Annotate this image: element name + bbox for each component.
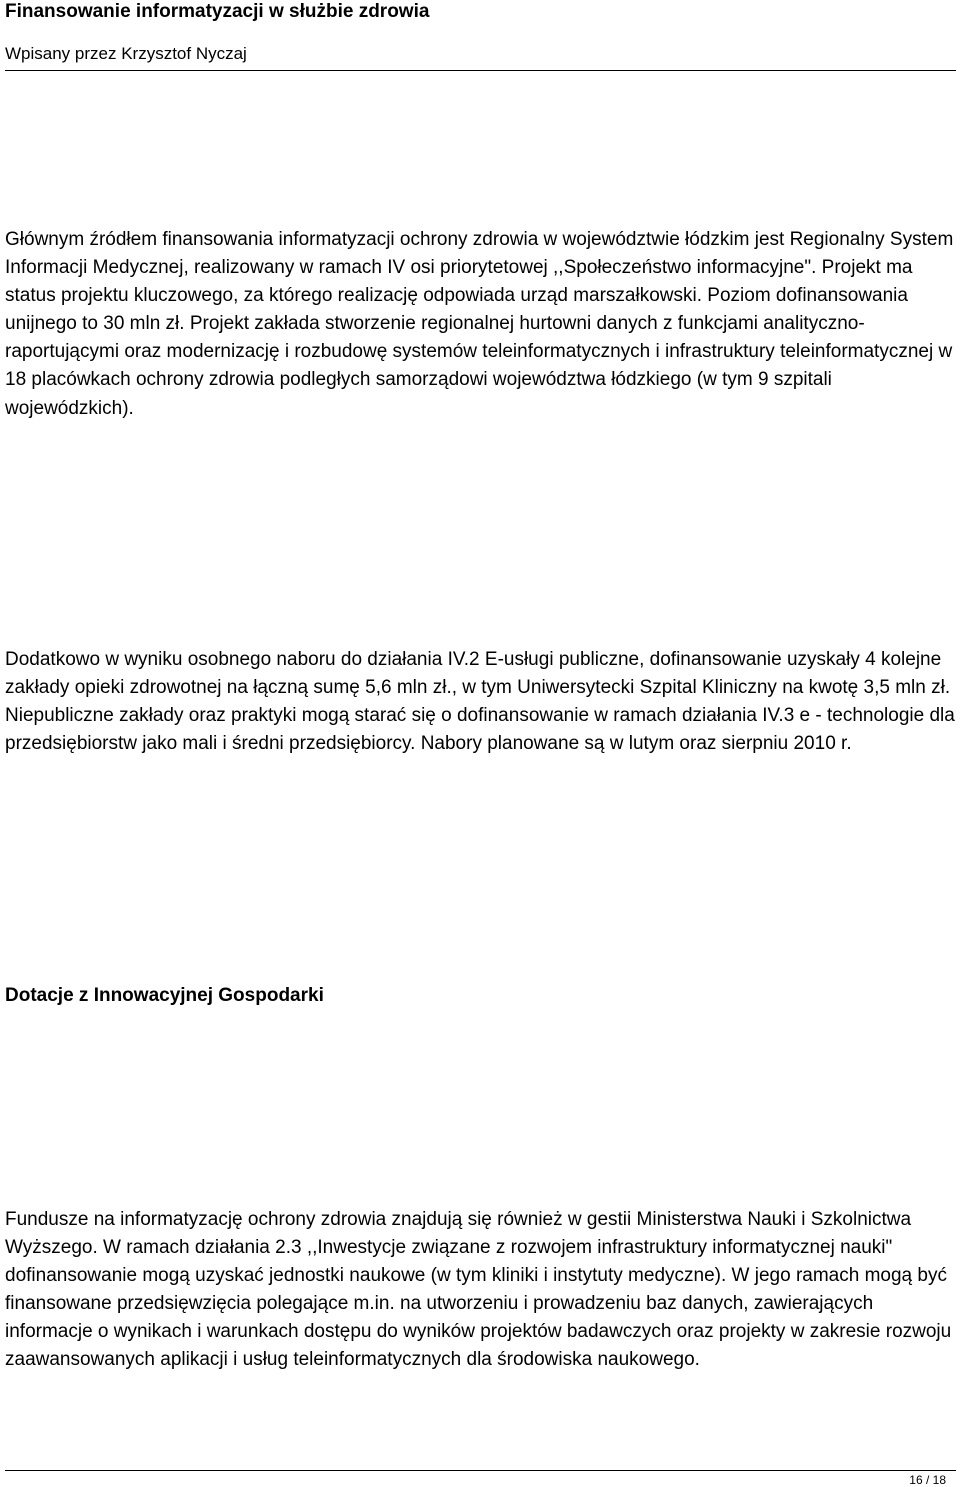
header-divider — [5, 70, 956, 71]
footer-divider — [5, 1470, 956, 1471]
page-title: Finansowanie informatyzacji w służbie zdrowia — [5, 1, 430, 22]
paragraph-rsim: Głównym źródłem finansowania informatyzacji ochrony zdrowia w województwie łódzkim jest Regionalny System Informacji Medycznej, realizowany w ramach IV osi priorytetowej ,,Społeczeństwo informacyjne". Projekt ma status projektu kluczowego, za którego realizację odpowiada urząd marszałkowski. Poziom dofinansowania unijnego to 30 mln zł. Projekt zakłada stworzenie regionalnej hurtowni danych z funkcjami analityczno-raportującymi oraz modernizację i rozbudowę systemów teleinformatycznych i infrastruktury teleinformatycznej w 18 placówkach ochrony zdrowia podległych samorządowi województwa łódzkiego (w tym 9 szpitali wojewódzkich). — [5, 229, 954, 419]
section-heading-innowacyjna-gospodarka: Dotacje z Innowacyjnej Gospodarki — [5, 985, 324, 1006]
paragraph-e-uslugi: Dodatkowo w wyniku osobnego naboru do działania IV.2 E-usługi publiczne, dofinansowanie uzyskały 4 kolejne zakłady opieki zdrowotnej na łączną sumę 5,6 mln zł., w tym Uniwersytecki Szpital Kliniczny na kwotę 3,5 mln zł. Niepubliczne zakłady oraz praktyki mogą starać się o dofinansowanie w ramach działania IV.3 e - technologie dla przedsiębiorstw jako mali i średni przedsiębiorcy. Nabory planowane są w lutym oraz sierpniu 2010 r. — [5, 649, 955, 755]
page-number: 16 / 18 — [909, 1473, 946, 1487]
paragraph-mnisw: Fundusze na informatyzację ochrony zdrowia znajdują się również w gestii Ministerstwa Nauki i Szkolnictwa Wyższego. W ramach działania 2.3 ,,Inwestycje związane z rozwojem infrastruktury informatycznej nauki" dofinansowanie mogą uzyskać jednostki naukowe (w tym kliniki i instytuty medyczne). W jego ramach mogą być finansowane przedsięwzięcia polegające m.in. na utworzeniu i prowadzeniu baz danych, zawierających informacje o wynikach i warunkach dostępu do wyników projektów badawczych oraz projekty w zakresie rozwoju zaawansowanych aplikacji i usług teleinformatycznych dla środowiska naukowego. — [5, 1209, 952, 1371]
author-byline: Wpisany przez Krzysztof Nyczaj — [5, 44, 247, 63]
